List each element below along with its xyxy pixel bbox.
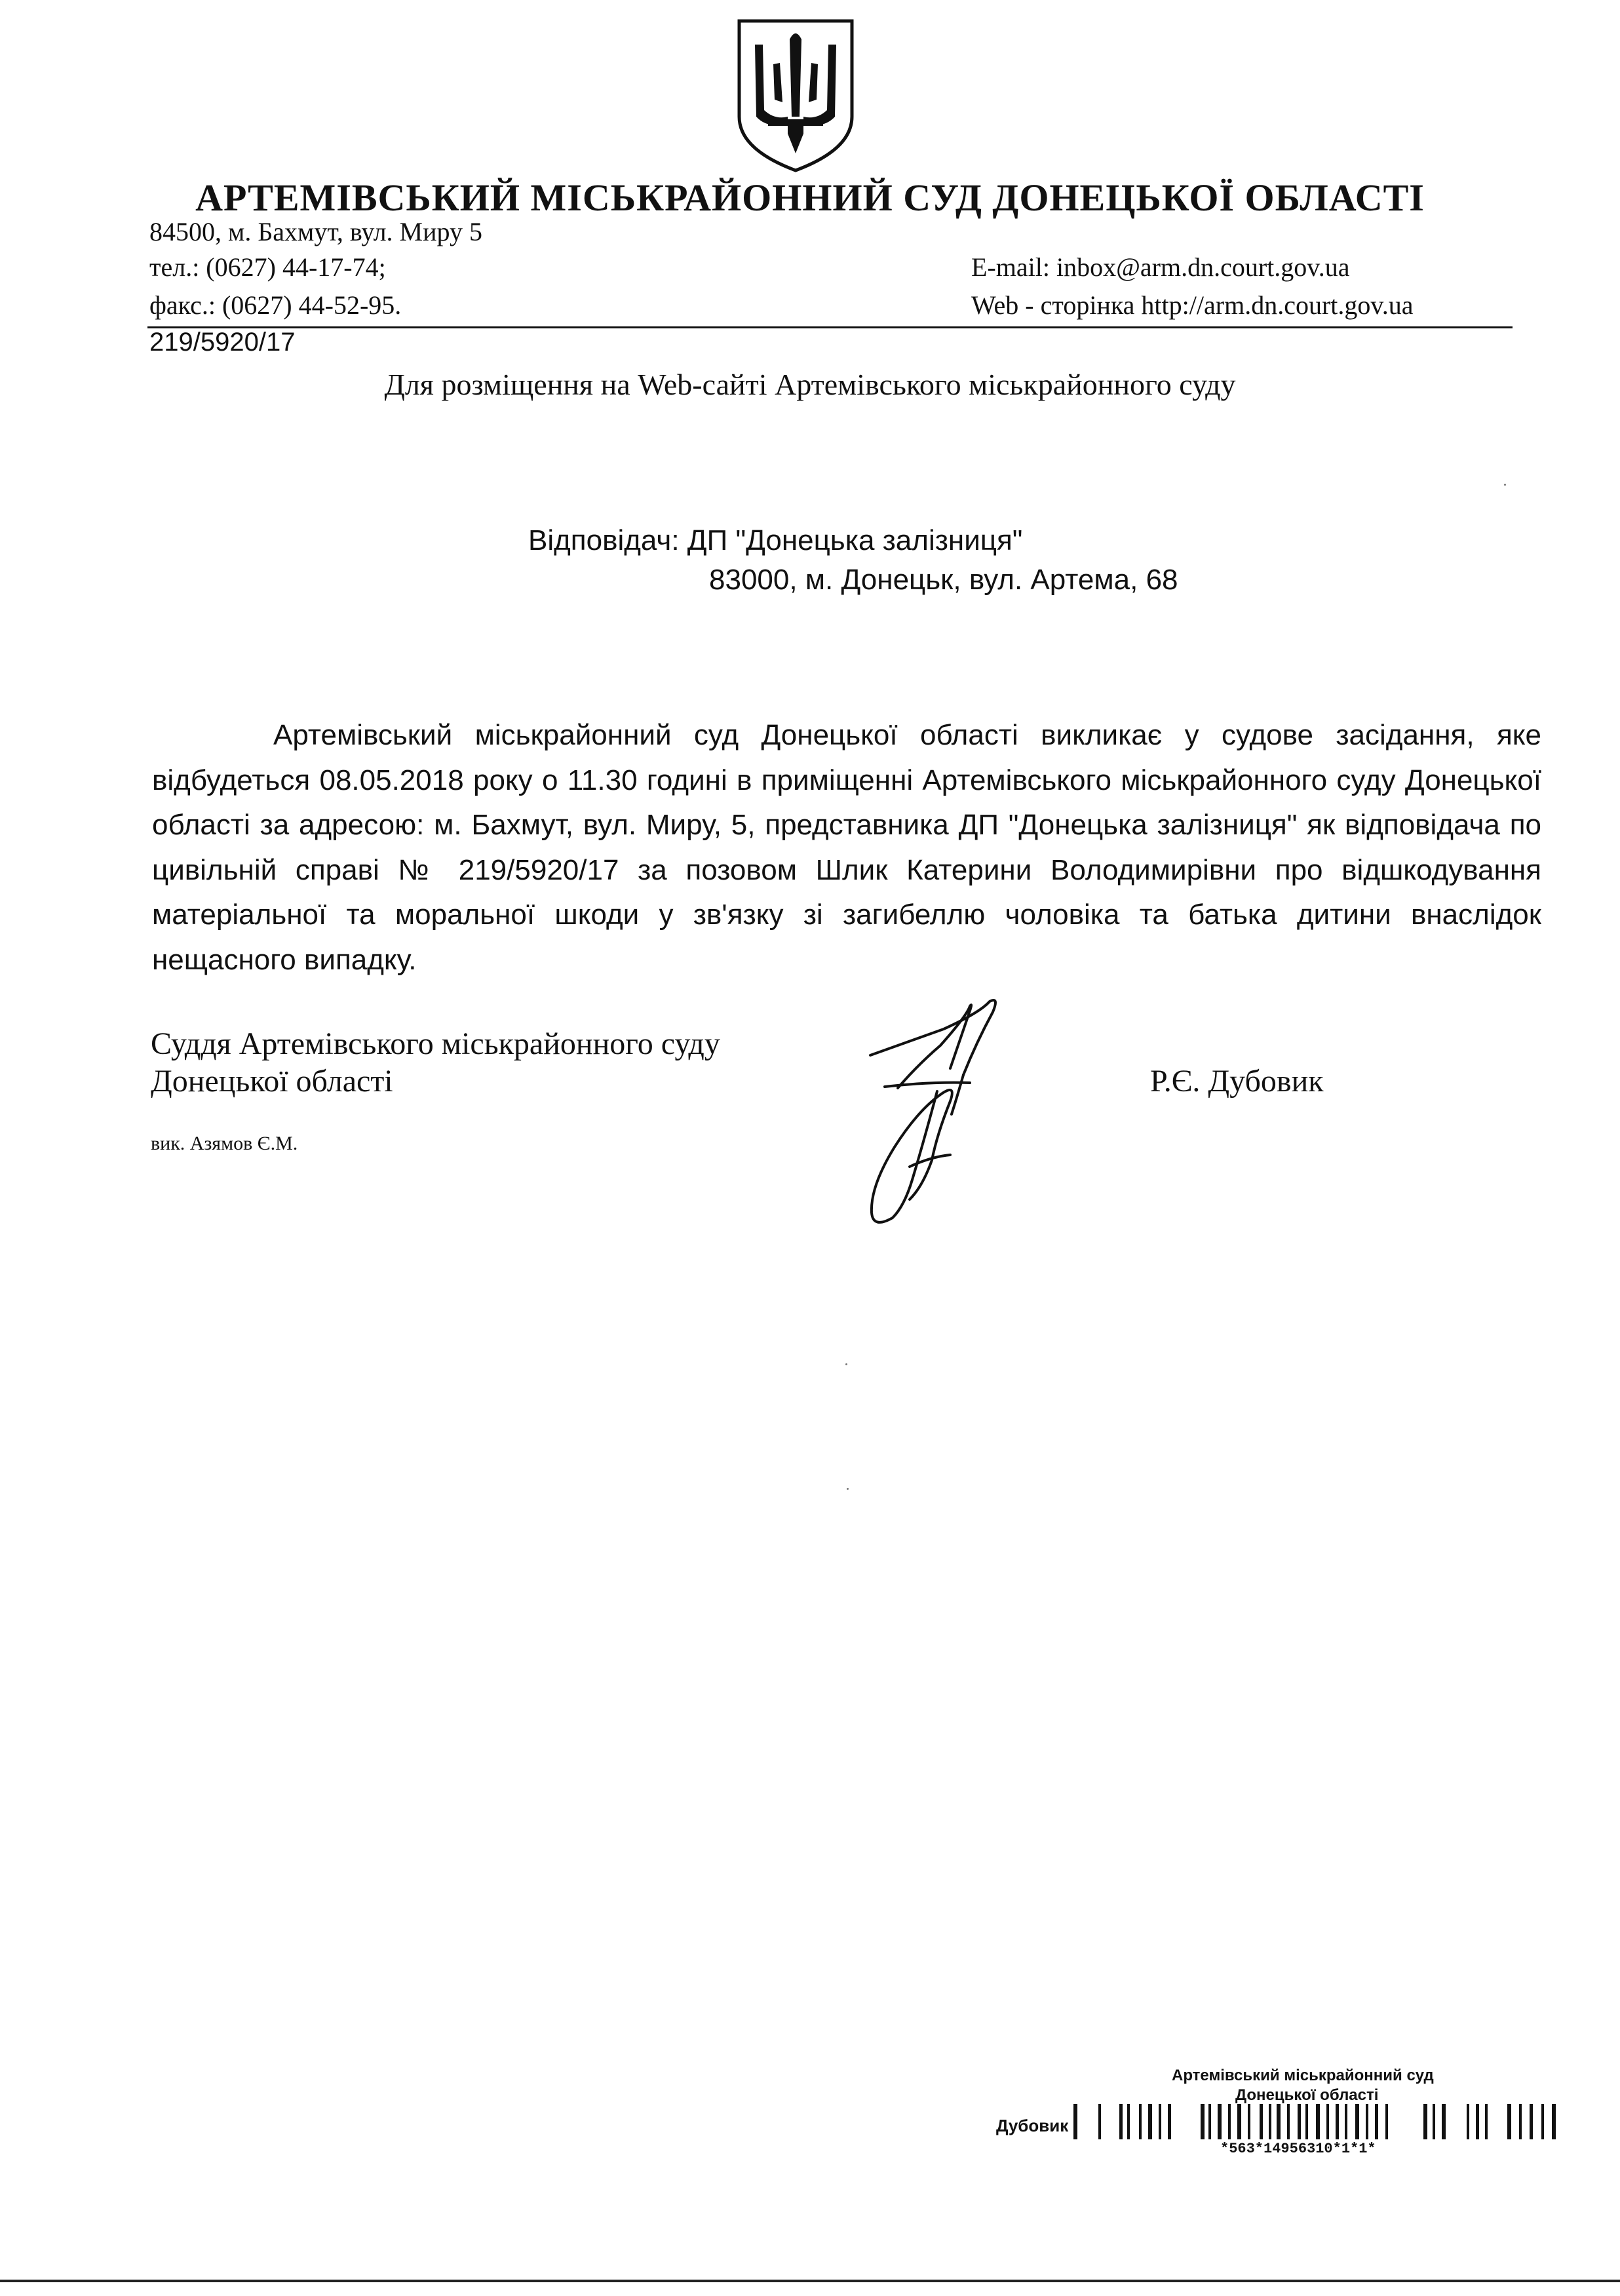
scan-speck: [847, 1488, 849, 1490]
court-name: АРТЕМІВСЬКИЙ МІСЬКРАЙОННИЙ СУД ДОНЕЦЬКОЇ ОБЛАСТІ: [195, 176, 1425, 219]
judge-name: Р.Є. Дубовик: [1150, 1064, 1324, 1099]
judge-title-line1: Суддя Артемівського міськрайонного суду: [151, 1026, 720, 1061]
header-divider: [147, 326, 1513, 328]
signature-icon: [858, 990, 1016, 1252]
stamp-court-name: Артемівський міськрайонний суд: [1172, 2067, 1434, 2084]
court-fax: факс.: (0627) 44-52-95.: [149, 290, 402, 320]
recipient-address: 83000, м. Донецьк, вул. Артема, 68: [709, 564, 1178, 596]
website-note: Для розміщення на Web-сайті Артемівського міськрайонного суду: [384, 368, 1236, 401]
court-email: E-mail: inbox@arm.dn.court.gov.ua: [971, 252, 1350, 282]
barcode-number: *563*14956310*1*1*: [1220, 2141, 1376, 2157]
judge-title-line2: Донецької області: [151, 1064, 393, 1099]
court-address: 84500, м. Бахмут, вул. Миру 5: [149, 217, 482, 246]
court-website: Web - сторінка http://arm.dn.court.gov.ua: [971, 290, 1414, 320]
coat-of-arms-icon: [735, 18, 856, 173]
stamp-judge-name: Дубовик: [996, 2116, 1069, 2135]
court-phone: тел.: (0627) 44-17-74;: [149, 252, 386, 282]
scan-speck: [845, 1363, 847, 1365]
summons-body: [152, 713, 1541, 983]
bottom-edge-line: [0, 2280, 1620, 2282]
stamp-court-region: Донецької області: [1235, 2086, 1379, 2104]
scan-speck: [1504, 484, 1506, 486]
summons-paragraph: Артемівський міськрайонний суд Донецької області викликає у судове засідання, яке відбудеться 08.05.2018 року о 11.30 годині в приміщенні Артемівського міськрайонного суду Донецької області за адресою: м. Бахмут, вул. Миру, 5, представника ДП "Донецька залізниця" як відповідача по цивільній справі № 219/5920/17 за позовом Шлик Катерини Володимирівни про відшкодування матеріальної та моральної шкоди у зв'язку зі загибеллю чоловіка та батька дитини внаслідок нещасного випадку.: [152, 719, 1541, 976]
executor-name: вик. Азямов Є.М.: [151, 1133, 298, 1154]
barcode-icon: [1072, 2104, 1557, 2139]
recipient-name: Відповідач: ДП "Донецька залізниця": [528, 524, 1023, 556]
case-number: 219/5920/17: [149, 328, 296, 357]
